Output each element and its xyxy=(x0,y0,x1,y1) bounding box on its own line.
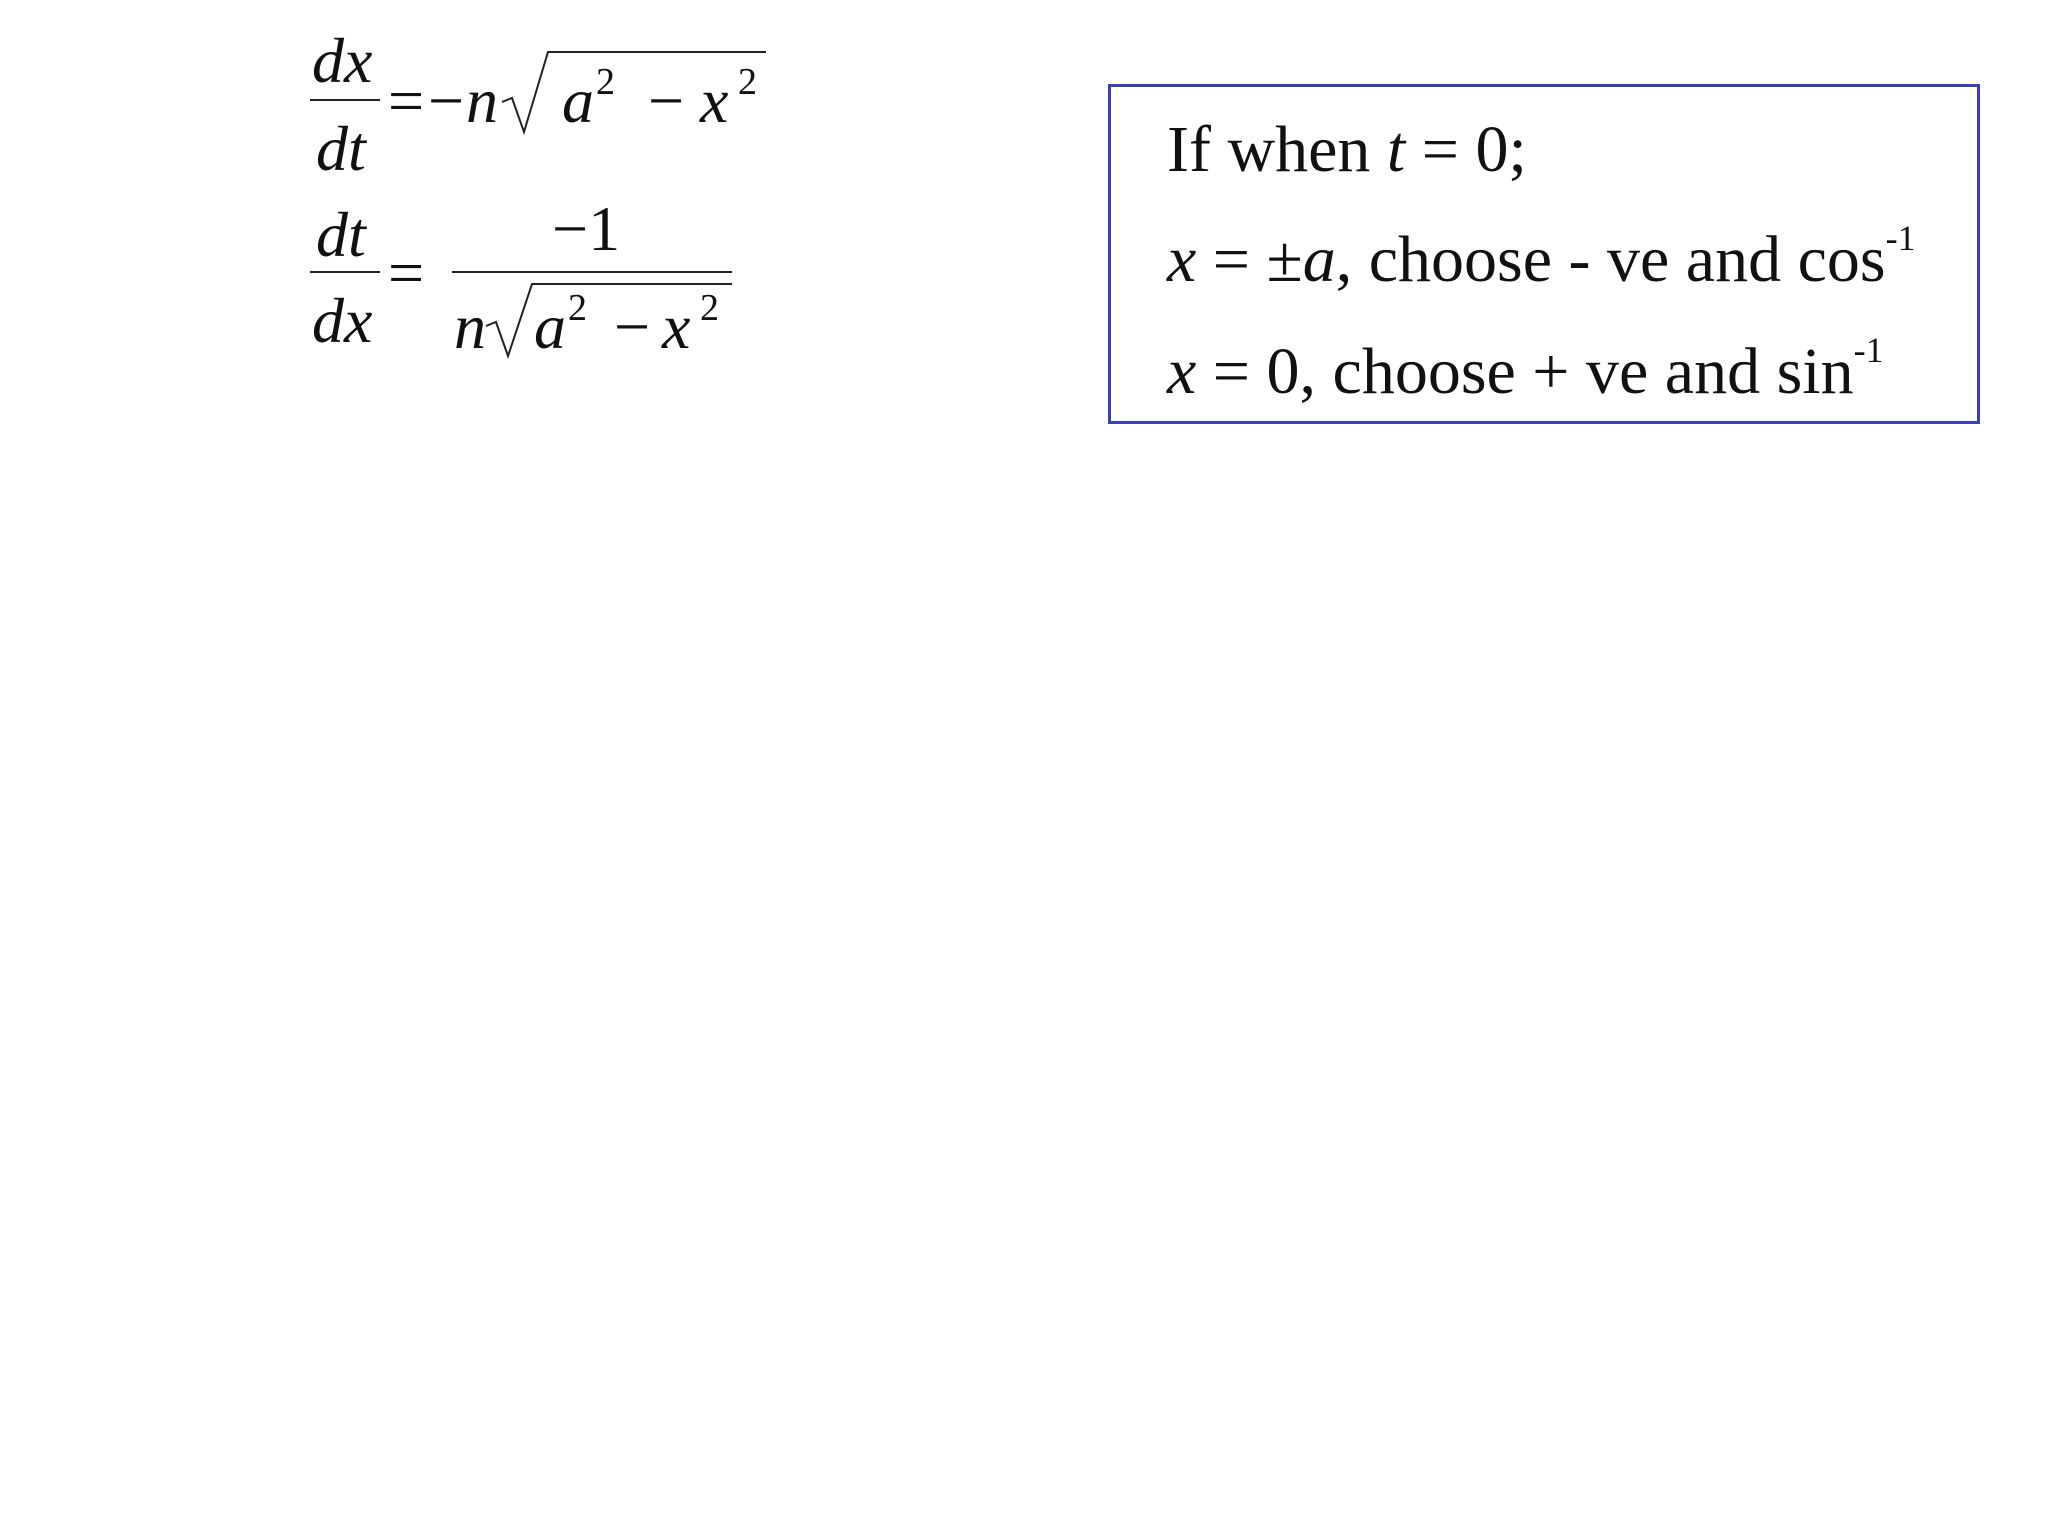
if-when-text: If when xyxy=(1167,113,1387,186)
condition-line-initial xyxy=(1167,113,1527,186)
equations xyxy=(280,20,800,380)
eq2-rhs-numerator: −1 xyxy=(552,193,621,264)
eq1-lhs-denominator: dt xyxy=(316,113,366,184)
eq2-coefficient: n xyxy=(454,291,486,362)
eq2-radicand-x: x xyxy=(662,291,691,362)
eq2-lhs-numerator: dt xyxy=(316,199,366,270)
plus-minus-equals: = ± xyxy=(1196,223,1303,296)
initial-time-value: = 0; xyxy=(1405,113,1527,186)
eq2-equals: = xyxy=(388,237,425,308)
eq1-radicand-x: x xyxy=(700,65,729,136)
eq1-exponent-x: 2 xyxy=(738,61,757,103)
sin-choice-text: = 0, choose + ve and sin xyxy=(1196,335,1854,408)
sin-inverse-exponent: -1 xyxy=(1853,330,1884,370)
cos-choice-text: , choose - ve and cos xyxy=(1335,223,1886,296)
eq2-exponent-a: 2 xyxy=(568,287,587,329)
eq2-exponent-x: 2 xyxy=(700,287,719,329)
eq2-radicand-a: a xyxy=(534,291,566,362)
x-variable: x xyxy=(1167,223,1197,296)
a-variable: a xyxy=(1302,223,1336,296)
eq2-radical-sign xyxy=(486,284,732,356)
eq1-minus: − xyxy=(428,65,465,136)
eq1-radicand-minus: − xyxy=(648,65,685,136)
eq1-equals: = xyxy=(388,65,425,136)
condition-line-sin xyxy=(1167,330,1884,408)
eq1-exponent-a: 2 xyxy=(596,61,615,103)
condition-box xyxy=(1108,84,1980,424)
eq1-radicand-a: a xyxy=(562,65,594,136)
eq1-lhs-numerator: dx xyxy=(312,25,373,96)
equation-2 xyxy=(310,193,732,362)
cos-inverse-exponent: -1 xyxy=(1885,218,1916,258)
condition-line-cos xyxy=(1167,218,1916,296)
x-variable: x xyxy=(1167,335,1197,408)
time-variable: t xyxy=(1386,113,1406,186)
eq1-coefficient: n xyxy=(466,65,498,136)
eq2-radicand-minus: − xyxy=(614,291,651,362)
eq2-lhs-denominator: dx xyxy=(312,285,373,356)
equation-1 xyxy=(310,25,766,184)
